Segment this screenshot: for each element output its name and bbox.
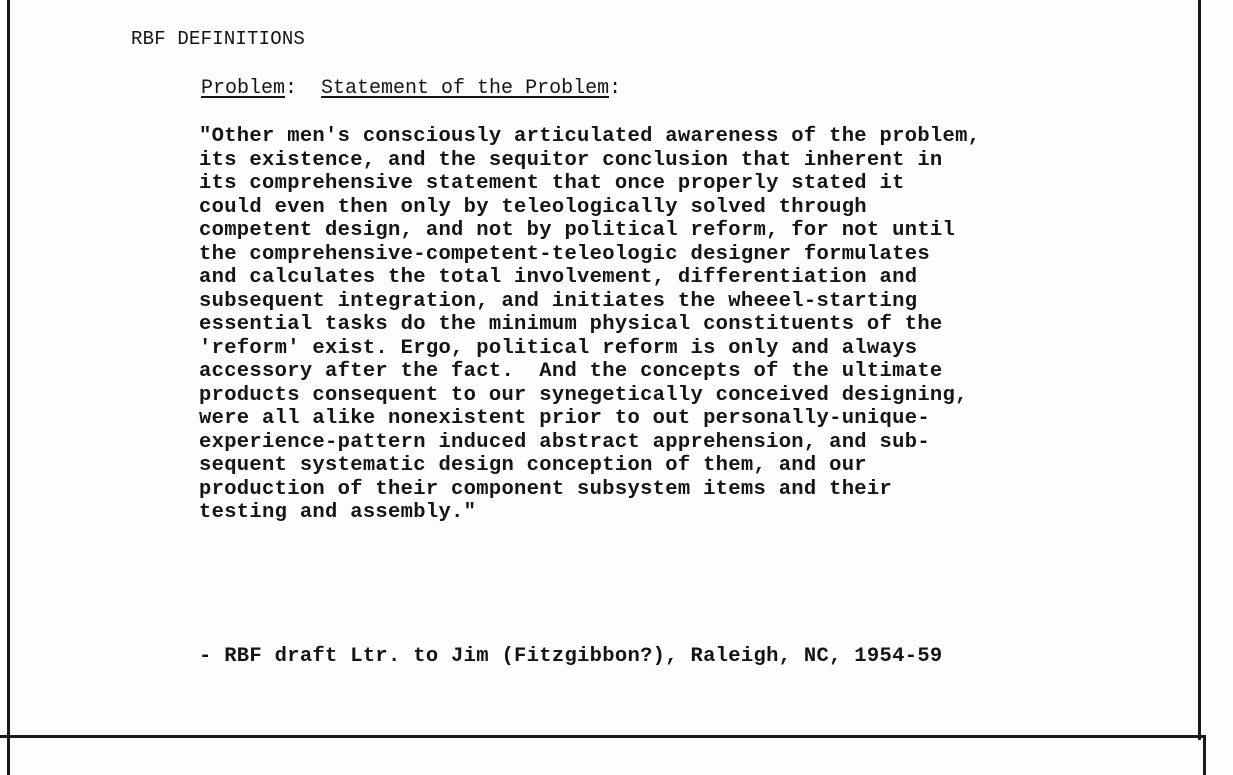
quote-line: 'reform' exist. Ergo, political reform is only and always [199,336,918,360]
quote-line: subsequent integration, and initiates the wheeel-starting [199,289,918,313]
page-heading: RBF DEFINITIONS [131,28,306,50]
right-border-line-lower [1203,735,1206,775]
quote-line: products consequent to our synegetically conceived designing, [199,383,968,407]
quote-line: testing and assembly." [199,501,477,524]
bottom-border-line [0,735,1206,738]
quote-line: its comprehensive statement that once properly stated it [199,172,905,195]
quote-line: were all alike nonexistent prior to out personally-unique- [199,407,930,430]
quote-line: accessory after the fact. And the concepts of the ultimate [199,360,943,383]
definition-title: Statement of the Problem [321,77,610,100]
quote-line: competent design, and not by political reform, for not until [199,219,956,242]
quote-line: and calculates the total involvement, differentiation and [199,266,918,289]
title-end: : [609,77,622,100]
right-border-line [1198,0,1201,740]
definition-term: Problem [201,77,286,100]
quote-line: the comprehensive-competent-teleologic designer formulates [199,242,930,266]
quote-line: could even then only by teleologically solved through [199,195,867,219]
quote-attribution: - RBF draft Ltr. to Jim (Fitzgibbon?), Raleigh, NC, 1954-59 [199,645,943,668]
definition-quote [199,125,1099,525]
quote-line: "Other men's consciously articulated awareness of the problem, [199,125,981,148]
left-border-line [7,0,10,775]
quote-line: experience-pattern induced abstract apprehension, and sub- [199,430,930,454]
quote-line: sequent systematic design conception of them, and our [199,454,867,477]
quote-line: its existence, and the sequitor conclusion that inherent in [199,148,943,172]
quote-line: essential tasks do the minimum physical constituents of the [199,313,943,336]
quote-line: production of their component subsystem items and their [199,477,893,501]
definition-subheading [201,77,621,100]
term-separator: : [285,77,322,100]
